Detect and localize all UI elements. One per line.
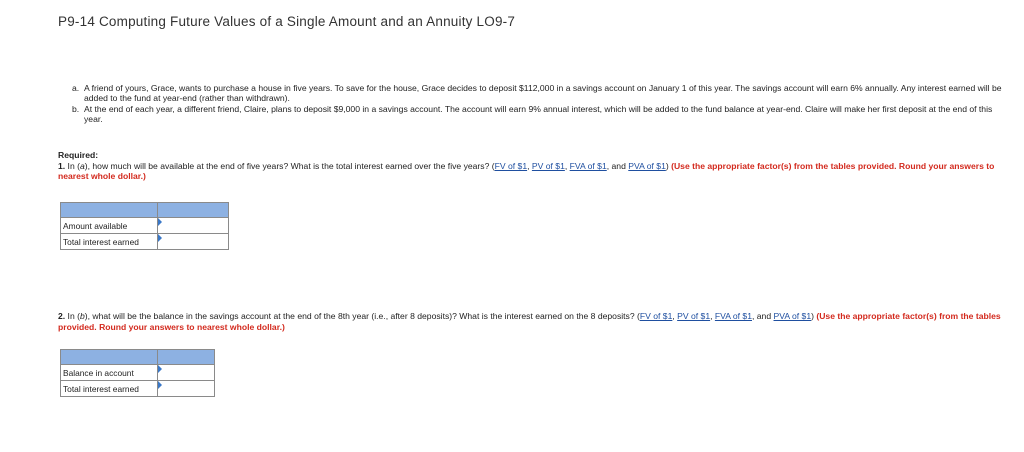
required-heading: Required: [58,150,99,160]
question-2: 2. In (b), what will be the balance in the savings account at the end of the 8th year (i.e., after 8 deposits)? What is the interest earned on the 8 deposits? (FV of $1, PV of $1, FVA of $1, and PVA of $1) (Use the appropriate factor(s) from the tables provided. Round your answers to nearest whole dollar.) [58,311,1001,332]
question-number: 1. [58,160,66,171]
link-fv-of-1[interactable]: FV of $1 [494,160,528,171]
answer-table-1 [60,202,229,250]
row-label-total-interest: Total interest earned [61,381,158,397]
problem-label: b. [72,103,80,114]
total-interest-input[interactable] [158,381,214,396]
link-pv-of-1[interactable]: PV of $1 [531,160,565,171]
link-pv-of-1[interactable]: PV of $1 [677,311,711,321]
problem-text: At the end of each year, a different friend, Claire, plans to deposit $9,000 in a savings account. The account will earn 9% annual interest, which will be added to the fund balance at year-end. Claire will make her first deposit at the end of this year. [84,103,993,125]
table-header-row [61,203,229,218]
row-label-total-interest: Total interest earned [61,234,158,250]
amount-available-input[interactable] [158,218,228,233]
problem-a [72,83,1012,104]
amount-available-cell[interactable] [158,218,229,234]
link-pva-of-1[interactable]: PVA of $1 [773,311,812,321]
flag-icon [158,234,162,242]
link-fv-of-1[interactable]: FV of $1 [639,311,673,321]
total-interest-cell[interactable] [158,234,229,250]
answer-table-2 [60,349,215,397]
flag-icon [158,381,162,389]
problem-statements [72,83,1012,125]
row-label-amount-available: Amount available [61,218,158,234]
question-number: 2. [58,311,66,321]
problem-b [72,104,1012,125]
total-interest-input[interactable] [158,234,228,249]
link-pva-of-1[interactable]: PVA of $1 [628,160,666,171]
link-fva-of-1[interactable]: FVA of $1 [569,160,607,171]
link-fva-of-1[interactable]: FVA of $1 [714,311,752,321]
question-1: 1. In (a), how much will be available at the end of five years? What is the total interest earned over the five years? (FV of $1, PV of $1, FVA of $1, and PVA of $1) (Use the appropriate factor(s) from the tables provided. Round your answers to nearest whole dollar.) [58,160,995,182]
flag-icon [158,218,162,226]
problem-text: A friend of yours, Grace, wants to purchase a house in five years. To save for the house, Grace decides to deposit $112,000 in a savings account on January 1 of this year. The savings account will earn 6% annually. Any interest earned will be added to the fund at year-end (rather than withdrawn). [84,83,1002,104]
instruction-text: (Use the appropriate factor(s) from the tables provided. Round your answers to nearest whole dollar.) [58,311,1001,332]
table-header-row [61,350,215,365]
table-row [61,218,229,234]
instruction-text: (Use the appropriate factor(s) from the tables provided. Round your answers to nearest whole dollar.) [58,160,995,182]
balance-in-account-input[interactable] [158,365,214,380]
required-section [58,150,1008,182]
table-row [61,381,215,397]
table-row [61,365,215,381]
balance-in-account-cell[interactable] [158,365,215,381]
table-row [61,234,229,250]
problem-label: a. [72,83,80,93]
flag-icon [158,365,162,373]
total-interest-cell[interactable] [158,381,215,397]
page-title: P9-14 Computing Future Values of a Single Amount and an Annuity LO9-7 [58,14,516,29]
row-label-balance-in-account: Balance in account [61,365,158,381]
